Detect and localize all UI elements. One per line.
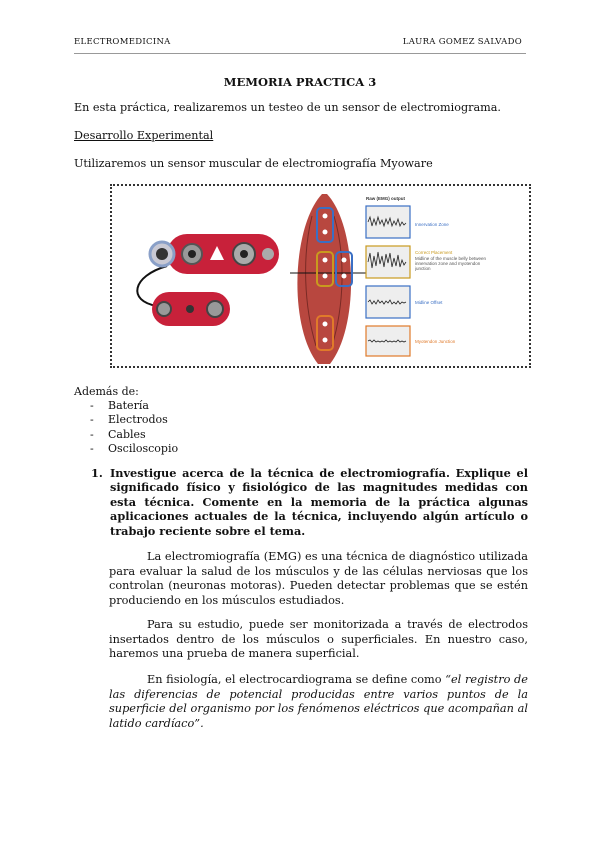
paragraph-3: En fisiología, el electrocardiograma se define como “el registro de las diferencias de potencial producidas entre varios puntos de la superficie del organismo por los fenómenos eléctricos que acompañan al latido cardíaco”.: [109, 673, 528, 730]
emg-trace-1: [366, 206, 449, 238]
sensor-line: Utilizaremos un sensor muscular de electromiografía Myoware: [74, 157, 433, 170]
question-number: 1.: [91, 466, 103, 480]
zone-label-3: Midline Offset: [415, 300, 443, 305]
emg-trace-2: [366, 246, 495, 278]
section-heading: Desarrollo Experimental: [74, 129, 214, 142]
sensor-figure: [110, 184, 531, 368]
list-item: - Cables: [90, 427, 146, 441]
emg-trace-3: [366, 286, 443, 318]
paragraph-2: Para su estudio, puede ser monitorizada a través de electrodos insertados dentro de los músculos o superficiales. En nuestro caso, haremos una prueba de manera superficial.: [109, 618, 528, 660]
header-rule: [74, 53, 526, 54]
list-item: - Osciloscopio: [90, 442, 179, 456]
zone-label-4: Myotendon Junction: [415, 339, 456, 344]
header-right: LAURA GOMEZ SALVADO: [402, 37, 522, 47]
question-text: Investigue acerca de la técnica de electromiografía. Explique el significado físico y fisiológico de las magnitudes medidas con esta técnica. Comente en la memoria de la práctica algunas aplicaciones actuales de la técnica, incluyendo algún artículo o trabajo reciente sobre el tema.: [110, 466, 528, 538]
zone-note-2: Midline of the muscle belly between innervation zone and myotendon junction: [415, 256, 487, 271]
list-item: - Batería: [90, 399, 149, 412]
materials-list: [90, 399, 178, 457]
zone-label-1: Innervation Zone: [415, 222, 449, 227]
page-title: MEMORIA PRACTICA 3: [223, 75, 377, 89]
question-1: [91, 466, 528, 538]
emg-trace-4: [366, 326, 456, 356]
figure-illustration: [112, 186, 529, 366]
myoware-board-top: [150, 234, 279, 274]
list-item: - Electrodos: [90, 413, 168, 427]
definition-quote: “el registro de las diferencias de potencial producidas entre varios puntos de la superficie del organismo por los fenómenos eléctricos que acompañan al latido cardíaco”.: [109, 673, 528, 730]
zone-label-2: Correct Placement: [415, 250, 453, 255]
ademas-label: Además de:: [74, 385, 139, 398]
emg-panel-title: Raw (EMG) output: [366, 196, 405, 201]
paragraph-1: La electromiografía (EMG) es una técnica de diagnóstico utilizada para evaluar la salud de los músculos y de las células nerviosas que los controlan (neuronas motoras). Pueden detectar problemas que se estén produciendo en los músculos estudiados.: [109, 550, 528, 607]
intro-text: En esta práctica, realizaremos un testeo de un sensor de electromiograma.: [74, 101, 501, 114]
header-left: ELECTROMEDICINA: [74, 37, 171, 47]
myoware-board-bottom: [152, 292, 230, 326]
